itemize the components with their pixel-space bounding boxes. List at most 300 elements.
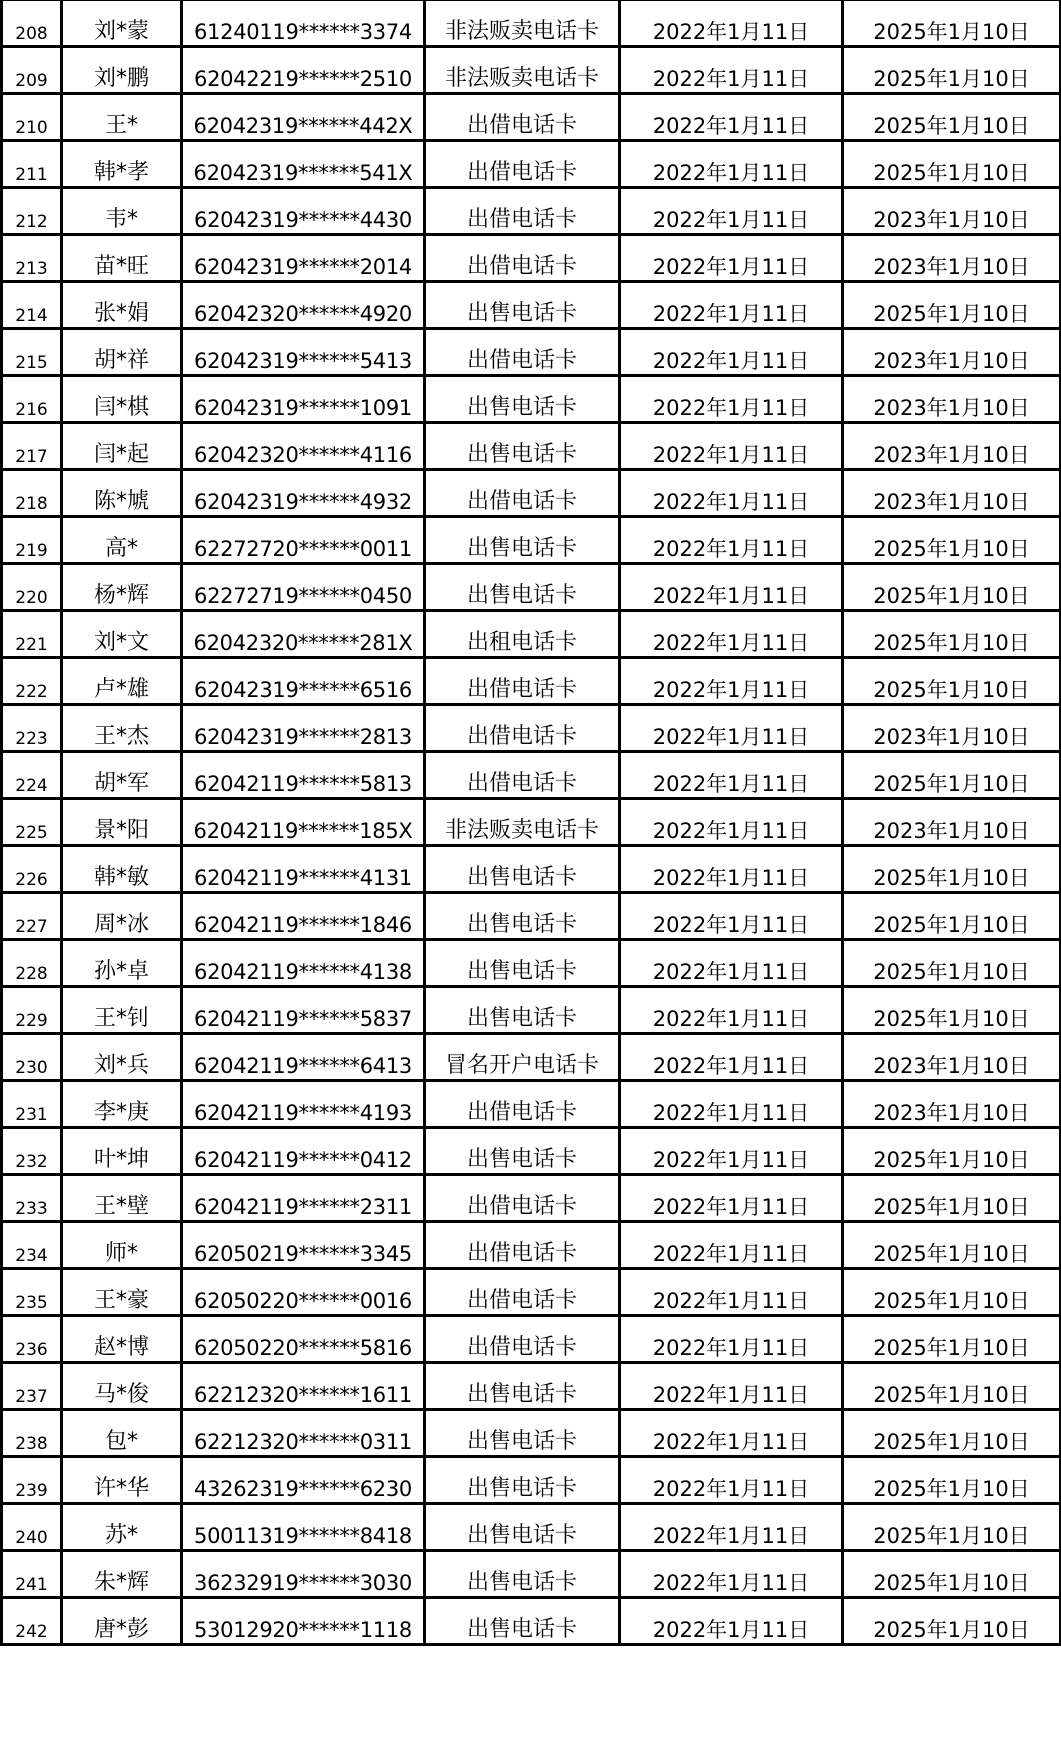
person-name-cell [62, 1410, 182, 1457]
violation-cell [425, 1222, 620, 1269]
end-date-cell [843, 94, 1061, 141]
row-number-text: 230 [15, 1058, 48, 1078]
start-date-text: 2022年1月11日 [652, 1383, 810, 1407]
start-date-text: 2022年1月11日 [652, 960, 810, 984]
start-date-text: 2022年1月11日 [652, 1007, 810, 1031]
violation-text: 出借电话卡 [466, 1194, 577, 1219]
row-number-text: 223 [15, 729, 48, 749]
person-name-cell [62, 846, 182, 893]
violation-text: 出借电话卡 [466, 160, 577, 185]
start-date-text: 2022年1月11日 [652, 1101, 810, 1125]
id-number-text: 62042319******1091 [194, 396, 412, 420]
start-date-text: 2022年1月11日 [652, 302, 810, 326]
table-body [2, 0, 1061, 1645]
row-number-cell [2, 141, 62, 188]
person-name-cell [62, 1269, 182, 1316]
violation-text: 出借电话卡 [466, 113, 577, 138]
person-name-text: 包* [104, 1429, 138, 1454]
row-number-cell [2, 893, 62, 940]
end-date-cell [843, 799, 1061, 846]
end-date-cell [843, 47, 1061, 94]
person-name-text: 刘*蒙 [93, 19, 149, 44]
violation-text: 出借电话卡 [466, 724, 577, 749]
row-number-cell [2, 846, 62, 893]
id-number-cell [182, 282, 425, 329]
violation-text: 出租电话卡 [466, 630, 577, 655]
end-date-cell [843, 658, 1061, 705]
row-number-text: 216 [15, 400, 48, 420]
row-number-text: 224 [15, 776, 48, 796]
start-date-text: 2022年1月11日 [652, 772, 810, 796]
row-number-cell [2, 329, 62, 376]
end-date-cell [843, 141, 1061, 188]
row-number-cell [2, 94, 62, 141]
row-number-cell [2, 1363, 62, 1410]
end-date-cell [843, 470, 1061, 517]
violation-text: 出售电话卡 [466, 1147, 577, 1172]
end-date-text: 2025年1月10日 [873, 537, 1030, 561]
table-row [2, 940, 1061, 987]
start-date-cell [620, 329, 843, 376]
violation-cell [425, 987, 620, 1034]
end-date-text: 2025年1月10日 [873, 1430, 1030, 1454]
violation-text: 出售电话卡 [466, 1617, 577, 1642]
person-name-cell [62, 1128, 182, 1175]
person-name-cell [62, 47, 182, 94]
person-name-text: 朱*辉 [93, 1570, 149, 1595]
end-date-cell [843, 752, 1061, 799]
violation-cell [425, 611, 620, 658]
row-number-text: 240 [15, 1528, 48, 1548]
table-row [2, 705, 1061, 752]
violation-cell [425, 1175, 620, 1222]
person-name-text: 胡*军 [93, 771, 149, 796]
row-number-text: 214 [15, 306, 48, 326]
row-number-cell [2, 752, 62, 799]
violation-cell [425, 564, 620, 611]
start-date-cell [620, 1222, 843, 1269]
table-row [2, 846, 1061, 893]
start-date-text: 2022年1月11日 [652, 631, 810, 655]
row-number-cell [2, 1034, 62, 1081]
row-number-text: 210 [15, 118, 48, 138]
table-row [2, 423, 1061, 470]
person-name-text: 许*华 [93, 1476, 149, 1501]
end-date-text: 2023年1月10日 [873, 443, 1030, 467]
id-number-text: 62042119******5813 [194, 772, 412, 796]
start-date-text: 2022年1月11日 [652, 1195, 810, 1219]
end-date-text: 2025年1月10日 [873, 584, 1030, 608]
id-number-cell [182, 423, 425, 470]
person-name-cell [62, 1175, 182, 1222]
row-number-text: 212 [15, 212, 48, 232]
start-date-text: 2022年1月11日 [652, 1336, 810, 1360]
violation-cell [425, 282, 620, 329]
person-name-text: 陈*虓 [93, 489, 149, 514]
row-number-cell [2, 1457, 62, 1504]
end-date-text: 2025年1月10日 [873, 1571, 1030, 1595]
id-number-text: 62042119******1846 [194, 913, 412, 937]
row-number-cell [2, 658, 62, 705]
violation-cell [425, 1363, 620, 1410]
violation-text: 出借电话卡 [466, 1335, 577, 1360]
id-number-text: 50011319******8418 [194, 1524, 412, 1548]
person-name-cell [62, 94, 182, 141]
start-date-cell [620, 752, 843, 799]
person-name-cell [62, 1504, 182, 1551]
violation-cell [425, 1316, 620, 1363]
person-name-cell [62, 141, 182, 188]
row-number-text: 219 [15, 541, 48, 561]
violation-text: 出借电话卡 [466, 207, 577, 232]
person-name-cell [62, 799, 182, 846]
table-row [2, 282, 1061, 329]
person-name-cell [62, 376, 182, 423]
row-number-cell [2, 423, 62, 470]
end-date-cell [843, 1316, 1061, 1363]
person-name-text: 景*阳 [93, 818, 149, 843]
end-date-text: 2025年1月10日 [873, 866, 1030, 890]
person-name-text: 张*娟 [93, 301, 149, 326]
person-name-text: 闫*起 [93, 442, 149, 467]
start-date-cell [620, 940, 843, 987]
start-date-cell [620, 1504, 843, 1551]
id-number-text: 62042119******4193 [194, 1101, 412, 1125]
end-date-text: 2023年1月10日 [873, 725, 1030, 749]
start-date-text: 2022年1月11日 [652, 537, 810, 561]
end-date-text: 2025年1月10日 [873, 1289, 1030, 1313]
id-number-cell [182, 1034, 425, 1081]
person-name-text: 卢*雄 [93, 677, 149, 702]
end-date-cell [843, 1269, 1061, 1316]
id-number-text: 62042319******4932 [194, 490, 412, 514]
person-name-cell [62, 1316, 182, 1363]
end-date-text: 2025年1月10日 [873, 114, 1030, 138]
start-date-text: 2022年1月11日 [652, 678, 810, 702]
table-row [2, 1598, 1061, 1645]
id-number-cell [182, 517, 425, 564]
person-name-text: 王*钊 [93, 1006, 149, 1031]
violation-text: 出售电话卡 [466, 1523, 577, 1548]
violation-text: 出售电话卡 [466, 536, 577, 561]
id-number-text: 53012920******1118 [194, 1618, 412, 1642]
violation-text: 出售电话卡 [466, 395, 577, 420]
start-date-text: 2022年1月11日 [652, 1477, 810, 1501]
id-number-text: 62042319******541X [193, 161, 413, 185]
start-date-cell [620, 564, 843, 611]
start-date-cell [620, 282, 843, 329]
person-name-text: 赵*博 [93, 1335, 149, 1360]
row-number-cell [2, 1222, 62, 1269]
row-number-cell [2, 376, 62, 423]
table-row [2, 470, 1061, 517]
violation-text: 出售电话卡 [466, 912, 577, 937]
person-name-cell [62, 1363, 182, 1410]
end-date-text: 2025年1月10日 [873, 1524, 1030, 1548]
id-number-text: 62042319******4430 [194, 208, 412, 232]
id-number-cell [182, 752, 425, 799]
table-row [2, 376, 1061, 423]
person-name-cell [62, 1551, 182, 1598]
person-name-cell [62, 517, 182, 564]
end-date-text: 2025年1月10日 [873, 960, 1030, 984]
row-number-cell [2, 470, 62, 517]
end-date-text: 2025年1月10日 [873, 1383, 1030, 1407]
row-number-text: 234 [15, 1246, 48, 1266]
table-row [2, 1504, 1061, 1551]
end-date-text: 2025年1月10日 [873, 772, 1030, 796]
id-number-cell [182, 1316, 425, 1363]
end-date-text: 2023年1月10日 [873, 255, 1030, 279]
table-row [2, 1363, 1061, 1410]
start-date-cell [620, 1175, 843, 1222]
person-name-text: 马*俊 [93, 1382, 149, 1407]
end-date-text: 2023年1月10日 [873, 490, 1030, 514]
table-row [2, 1551, 1061, 1598]
person-name-cell [62, 1457, 182, 1504]
person-name-text: 王*杰 [93, 724, 149, 749]
table-row [2, 141, 1061, 188]
end-date-text: 2025年1月10日 [873, 67, 1030, 91]
end-date-text: 2025年1月10日 [873, 1148, 1030, 1172]
row-number-text: 233 [15, 1199, 48, 1219]
end-date-cell [843, 893, 1061, 940]
end-date-cell [843, 423, 1061, 470]
table-row [2, 1034, 1061, 1081]
id-number-cell [182, 658, 425, 705]
violation-text: 冒名开户电话卡 [444, 1053, 599, 1078]
person-name-cell [62, 1598, 182, 1645]
end-date-text: 2023年1月10日 [873, 349, 1030, 373]
row-number-cell [2, 235, 62, 282]
violation-cell [425, 329, 620, 376]
violation-text: 出售电话卡 [466, 1429, 577, 1454]
violation-text: 出借电话卡 [466, 348, 577, 373]
row-number-cell [2, 1410, 62, 1457]
row-number-cell [2, 517, 62, 564]
violation-text: 出借电话卡 [466, 254, 577, 279]
person-name-text: 杨*辉 [93, 583, 149, 608]
violation-cell [425, 470, 620, 517]
violation-text: 出售电话卡 [466, 583, 577, 608]
id-number-cell [182, 564, 425, 611]
person-name-cell [62, 1222, 182, 1269]
start-date-text: 2022年1月11日 [652, 584, 810, 608]
id-number-cell [182, 846, 425, 893]
violation-cell [425, 1269, 620, 1316]
start-date-cell [620, 376, 843, 423]
table-row [2, 47, 1061, 94]
id-number-cell [182, 1269, 425, 1316]
end-date-cell [843, 517, 1061, 564]
end-date-cell [843, 1551, 1061, 1598]
person-name-text: 李*庚 [93, 1100, 149, 1125]
violation-cell [425, 423, 620, 470]
row-number-text: 229 [15, 1011, 48, 1031]
row-number-text: 220 [15, 588, 48, 608]
violation-cell [425, 1034, 620, 1081]
table-row [2, 752, 1061, 799]
start-date-text: 2022年1月11日 [652, 819, 810, 843]
start-date-cell [620, 658, 843, 705]
person-name-text: 唐*彭 [93, 1617, 149, 1642]
row-number-text: 226 [15, 870, 48, 890]
table-row [2, 188, 1061, 235]
end-date-text: 2025年1月10日 [873, 1618, 1030, 1642]
person-name-cell [62, 188, 182, 235]
id-number-text: 62042319******6516 [194, 678, 412, 702]
id-number-cell [182, 611, 425, 658]
row-number-text: 208 [15, 24, 48, 44]
end-date-text: 2025年1月10日 [873, 631, 1030, 655]
id-number-text: 62042119******5837 [194, 1007, 412, 1031]
id-number-cell [182, 235, 425, 282]
end-date-cell [843, 1410, 1061, 1457]
start-date-text: 2022年1月11日 [652, 913, 810, 937]
person-name-cell [62, 658, 182, 705]
row-number-text: 239 [15, 1481, 48, 1501]
end-date-cell [843, 611, 1061, 658]
violation-cell [425, 1598, 620, 1645]
table-row [2, 611, 1061, 658]
violation-cell [425, 940, 620, 987]
person-name-text: 周*冰 [93, 912, 149, 937]
table-row [2, 1410, 1061, 1457]
start-date-text: 2022年1月11日 [652, 1148, 810, 1172]
person-name-text: 韩*敏 [93, 865, 149, 890]
end-date-cell [843, 1175, 1061, 1222]
end-date-text: 2025年1月10日 [873, 1195, 1030, 1219]
row-number-cell [2, 47, 62, 94]
start-date-text: 2022年1月11日 [652, 208, 810, 232]
end-date-text: 2025年1月10日 [873, 1336, 1030, 1360]
row-number-cell [2, 1269, 62, 1316]
person-name-cell [62, 329, 182, 376]
start-date-text: 2022年1月11日 [652, 1524, 810, 1548]
violation-cell [425, 517, 620, 564]
person-name-text: 胡*祥 [93, 348, 149, 373]
person-name-text: 苗*旺 [93, 254, 149, 279]
table-row [2, 658, 1061, 705]
violation-cell [425, 1081, 620, 1128]
person-name-cell [62, 940, 182, 987]
start-date-text: 2022年1月11日 [652, 866, 810, 890]
id-number-cell [182, 940, 425, 987]
row-number-text: 222 [15, 682, 48, 702]
id-number-cell [182, 1598, 425, 1645]
start-date-cell [620, 235, 843, 282]
person-name-text: 王*壁 [93, 1194, 149, 1219]
violation-cell [425, 705, 620, 752]
person-name-cell [62, 423, 182, 470]
id-number-cell [182, 470, 425, 517]
end-date-cell [843, 282, 1061, 329]
person-name-text: 王*豪 [93, 1288, 149, 1313]
id-number-text: 62042119******4131 [194, 866, 412, 890]
row-number-cell [2, 1551, 62, 1598]
id-number-cell [182, 141, 425, 188]
id-number-text: 62042119******185X [193, 819, 413, 843]
row-number-cell [2, 564, 62, 611]
table-row [2, 1128, 1061, 1175]
violation-text: 出售电话卡 [466, 959, 577, 984]
person-name-cell [62, 1081, 182, 1128]
start-date-text: 2022年1月11日 [652, 1054, 810, 1078]
person-name-cell [62, 752, 182, 799]
end-date-text: 2025年1月10日 [873, 1242, 1030, 1266]
id-number-cell [182, 0, 425, 47]
violation-text: 出售电话卡 [466, 1382, 577, 1407]
violation-cell [425, 752, 620, 799]
id-number-text: 43262319******6230 [194, 1477, 412, 1501]
id-number-text: 62212320******0311 [194, 1430, 412, 1454]
row-number-text: 225 [15, 823, 48, 843]
person-name-text: 刘*鹏 [93, 66, 149, 91]
violation-text: 非法贩卖电话卡 [444, 66, 599, 91]
end-date-text: 2025年1月10日 [873, 1477, 1030, 1501]
person-name-cell [62, 470, 182, 517]
violation-text: 出借电话卡 [466, 771, 577, 796]
start-date-text: 2022年1月11日 [652, 1430, 810, 1454]
start-date-cell [620, 1457, 843, 1504]
id-number-cell [182, 94, 425, 141]
violation-cell [425, 893, 620, 940]
end-date-cell [843, 940, 1061, 987]
table-row [2, 517, 1061, 564]
table-row [2, 235, 1061, 282]
id-number-cell [182, 1363, 425, 1410]
end-date-cell [843, 235, 1061, 282]
row-number-cell [2, 1081, 62, 1128]
row-number-text: 218 [15, 494, 48, 514]
start-date-cell [620, 1316, 843, 1363]
end-date-cell [843, 1222, 1061, 1269]
violation-text: 出售电话卡 [466, 1570, 577, 1595]
person-name-text: 叶*坤 [93, 1147, 149, 1172]
violation-text: 非法贩卖电话卡 [444, 818, 599, 843]
person-name-text: 苏* [104, 1523, 138, 1548]
end-date-text: 2023年1月10日 [873, 1054, 1030, 1078]
start-date-text: 2022年1月11日 [652, 490, 810, 514]
end-date-cell [843, 1081, 1061, 1128]
end-date-text: 2025年1月10日 [873, 302, 1030, 326]
row-number-text: 242 [15, 1622, 48, 1642]
table-row [2, 94, 1061, 141]
person-name-cell [62, 235, 182, 282]
start-date-text: 2022年1月11日 [652, 396, 810, 420]
row-number-cell [2, 0, 62, 47]
person-name-cell [62, 705, 182, 752]
start-date-cell [620, 517, 843, 564]
person-name-text: 韦* [104, 207, 138, 232]
start-date-cell [620, 846, 843, 893]
table-row [2, 0, 1061, 47]
id-number-cell [182, 1504, 425, 1551]
end-date-text: 2023年1月10日 [873, 396, 1030, 420]
start-date-cell [620, 423, 843, 470]
id-number-text: 62272720******0011 [194, 537, 412, 561]
id-number-cell [182, 1128, 425, 1175]
row-number-text: 215 [15, 353, 48, 373]
row-number-cell [2, 188, 62, 235]
start-date-cell [620, 141, 843, 188]
start-date-text: 2022年1月11日 [652, 1618, 810, 1642]
person-name-cell [62, 0, 182, 47]
end-date-text: 2025年1月10日 [873, 1007, 1030, 1031]
person-name-text: 韩*孝 [93, 160, 149, 185]
violation-text: 出借电话卡 [466, 677, 577, 702]
end-date-cell [843, 705, 1061, 752]
